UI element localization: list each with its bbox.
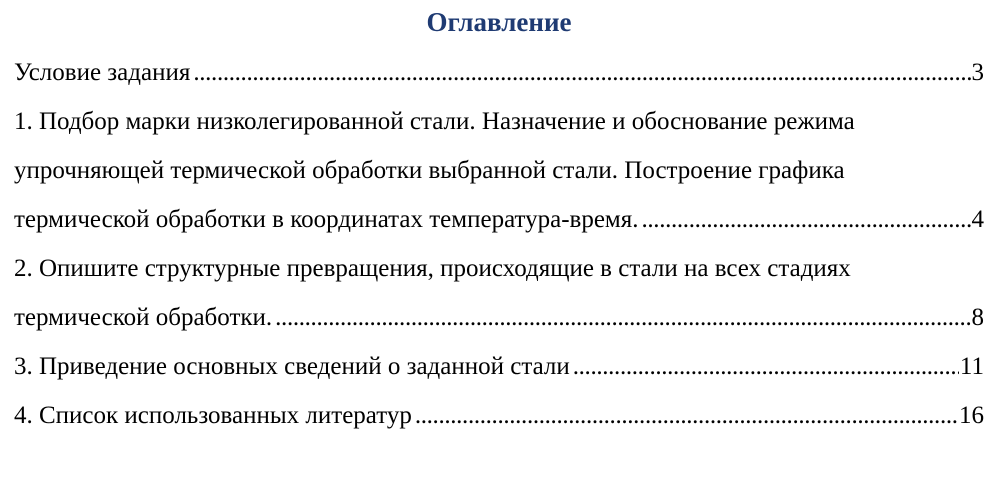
toc-entry-line [14,195,984,244]
toc-entry-text: Условие задания [14,59,191,86]
dot-leader [275,293,970,342]
toc-entry-section-1[interactable] [14,97,984,244]
toc-entry-text: термической обработки в координатах температура-время. [14,206,639,233]
toc-page-number: 16 [959,402,984,429]
toc-entry-text: 2. Опишите структурные превращения, происходящие в стали на всех стадиях [14,255,851,282]
toc-page-number: 4 [971,206,984,233]
toc-entry-section-3[interactable] [14,342,984,391]
toc-entry-line [14,342,984,391]
toc-entry-conditions[interactable] [14,48,984,97]
toc-page-number: 8 [971,304,984,331]
toc-entry-text: термической обработки. [14,304,273,331]
toc-title: Оглавление [426,7,572,37]
toc-entry-section-2[interactable] [14,244,984,342]
toc-entry-line [14,48,984,97]
dot-leader [642,195,971,244]
toc-entry-line [14,391,984,440]
table-of-contents [14,0,984,440]
dot-leader [573,342,959,391]
dot-leader [193,48,970,97]
toc-entry-text: 3. Приведение основных сведений о заданной стали [14,353,570,380]
toc-entry-section-4[interactable] [14,391,984,440]
dot-leader [415,391,958,440]
toc-entry-text: упрочняющей термической обработки выбранной стали. Построение графика [14,157,845,184]
toc-entry-text: 4. Список использованных литератур [14,402,412,429]
toc-entry-line [14,293,984,342]
toc-entry-text: 1. Подбор марки низколегированной стали. Назначение и обоснование режима [14,108,855,135]
toc-page-number: 11 [959,353,984,380]
toc-page-number: 3 [971,59,984,86]
